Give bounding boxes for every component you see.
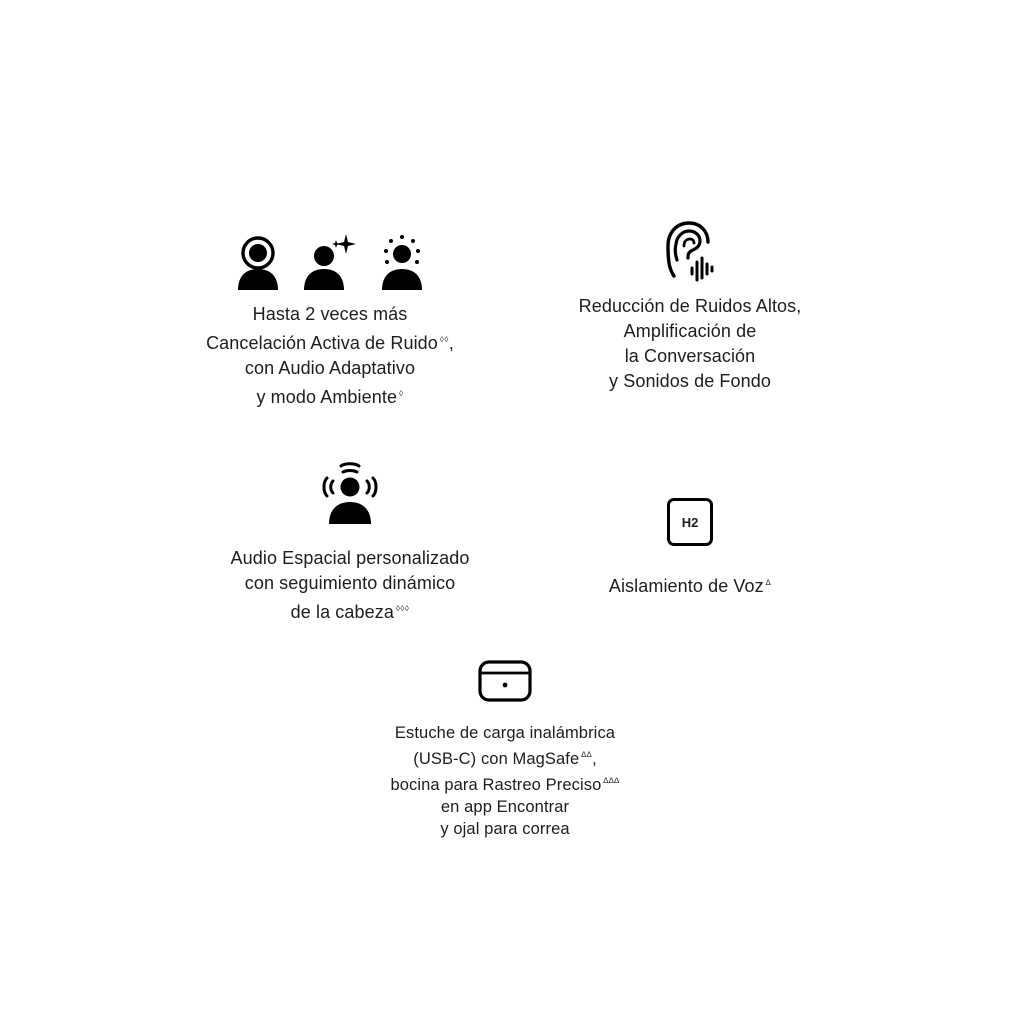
feature-voice-line-1	[540, 570, 840, 599]
feature-anc-line-4	[175, 381, 485, 410]
feature-case-line-1: Estuche de carga inalámbrica	[394, 724, 616, 742]
feature-anc-line-2	[175, 327, 485, 356]
feature-case-line-4: en app Encontrar	[440, 798, 570, 816]
feature-case-line-2-tail: ,	[592, 750, 597, 768]
feature-hearing-text	[540, 294, 840, 394]
feature-hearing-line-3: la Conversación	[624, 346, 756, 366]
feature-hearing-line-1: Reducción de Ruidos Altos,	[578, 296, 802, 316]
feature-anc-line-2-tail: ,	[448, 333, 454, 353]
feature-case-line-2-text: (USB-C) con MagSafe	[413, 750, 580, 768]
feature-voice-icons	[540, 490, 840, 546]
feature-case-line-3-text: bocina para Rastreo Preciso	[390, 776, 602, 794]
feature-anc-line-4-footnote: ◊	[399, 389, 404, 398]
h2-chip-label: H2	[681, 514, 699, 530]
feature-case-line-3-footnote: ∆∆∆	[603, 776, 620, 785]
feature-spatial-text	[200, 546, 500, 625]
feature-spatial-line-3-text: de la cabeza	[290, 602, 394, 622]
feature-anc-text	[175, 302, 485, 410]
feature-case-icons	[340, 652, 670, 702]
feature-voice-text	[540, 570, 840, 599]
person-circle-icon	[236, 236, 280, 290]
feature-anc-line-3: con Audio Adaptativo	[244, 358, 416, 378]
feature-anc	[175, 232, 485, 410]
feature-spatial-line-3-footnote: ◊◊◊	[395, 604, 410, 613]
feature-spatial	[200, 460, 500, 625]
feature-case-text	[340, 722, 670, 840]
feature-voice-line-1-footnote: ∆	[765, 578, 772, 587]
h2-chip-icon	[667, 498, 713, 546]
feature-case-line-2	[340, 744, 670, 770]
feature-hearing-line-4: y Sonidos de Fondo	[609, 371, 771, 391]
feature-spatial-icons	[200, 460, 500, 524]
feature-hearing-line-2: Amplificación de	[623, 321, 757, 341]
feature-hearing	[540, 218, 840, 394]
feature-spatial-line-3	[200, 596, 500, 625]
charging-case-icon	[478, 660, 532, 702]
feature-case-line-3	[340, 770, 670, 796]
person-spatial-audio-icon	[321, 460, 379, 524]
feature-anc-line-1: Hasta 2 veces más	[252, 304, 408, 324]
feature-voice	[540, 490, 840, 599]
feature-hearing-icons	[540, 218, 840, 282]
feature-voice-line-1-text: Aislamiento de Voz	[608, 576, 764, 596]
feature-case-line-5: y ojal para correa	[440, 820, 570, 838]
person-sun-icon	[380, 232, 424, 290]
feature-anc-line-2-text: Cancelación Activa de Ruido	[206, 333, 438, 353]
feature-anc-line-2-footnote: ◊◊	[439, 335, 449, 344]
feature-spatial-line-2: con seguimiento dinámico	[244, 573, 456, 593]
ear-soundwave-icon	[664, 220, 716, 282]
feature-anc-line-4-text: y modo Ambiente	[256, 387, 398, 407]
feature-case-line-2-footnote: ∆∆	[581, 750, 593, 759]
feature-case	[340, 652, 670, 840]
person-sparkle-icon	[302, 232, 358, 290]
feature-spatial-line-1: Audio Espacial personalizado	[230, 548, 470, 568]
feature-anc-icons	[175, 232, 485, 290]
